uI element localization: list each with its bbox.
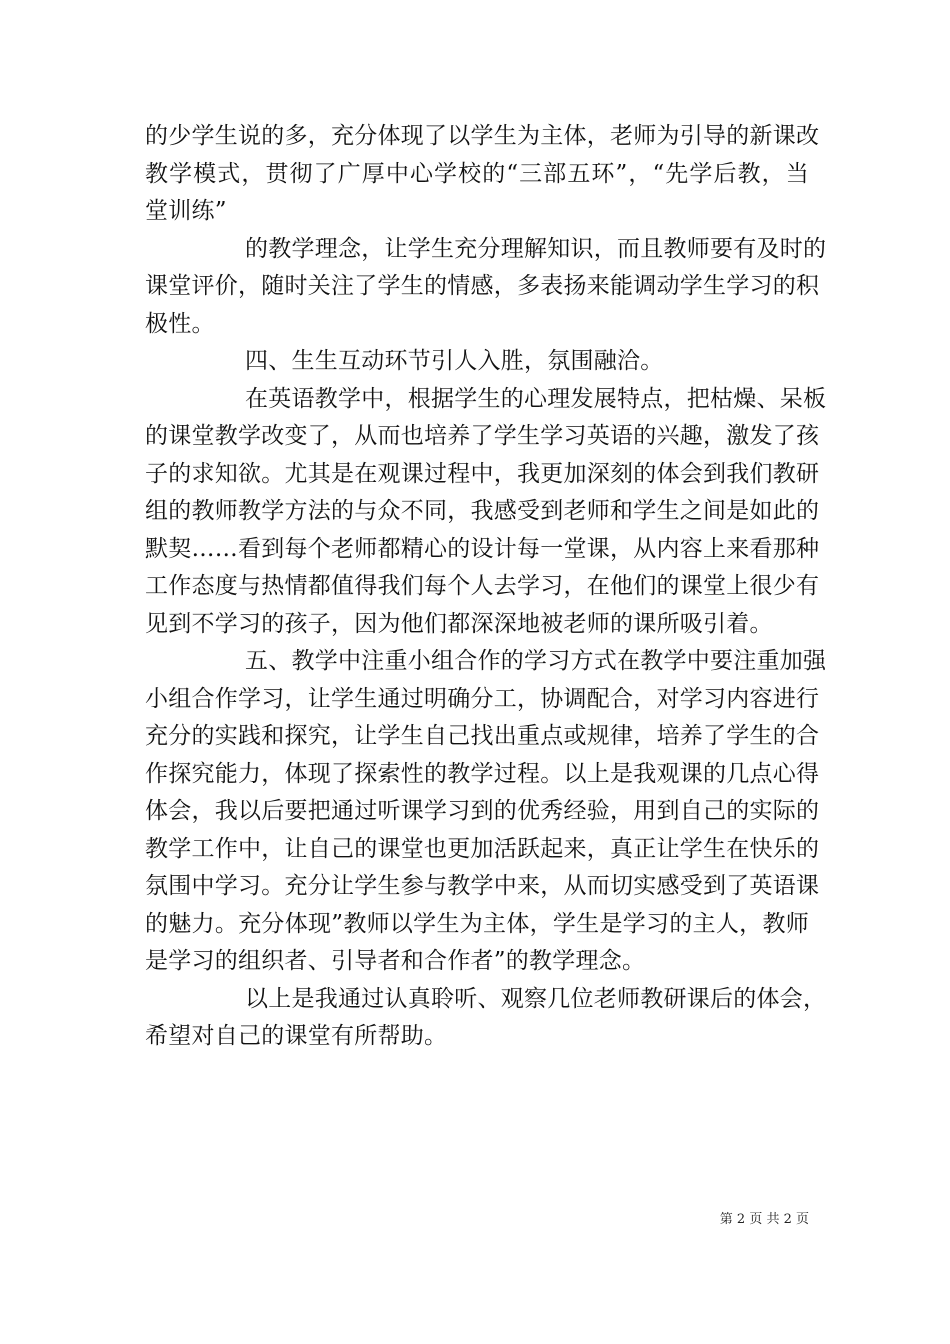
text-line: 的课堂教学改变了，从而也培养了学生学习英语的兴趣，激发了孩 [145, 423, 820, 449]
text-line: 的魅力。充分体现”教师以学生为主体，学生是学习的主人，教师 [145, 910, 809, 937]
text-line: 极性。 [145, 310, 215, 337]
text-line: 是学习的组织者、引导者和合作者”的教学理念。 [145, 948, 646, 974]
section-heading: 五、教学中注重小组合作的学习方式在教学中要注重加强 [245, 648, 827, 674]
text-line: 氛围中学习。充分让学生参与教学中来，从而切实感受到了英语课 [145, 873, 820, 899]
text-line: 小组合作学习，让学生通过明确分工，协调配合，对学习内容进行 [145, 685, 820, 712]
text-line: 教学模式，贯彻了广厚中心学校的“三部五环”，“先学后教，当 [145, 160, 809, 187]
text-line: 的少学生说的多，充分体现了以学生为主体，老师为引导的新课改 [145, 123, 820, 149]
text-line: 见到不学习的孩子，因为他们都深深地被老师的课所吸引着。 [145, 610, 773, 637]
text-line: 子的求知欲。尤其是在观课过程中，我更加深刻的体会到我们教研 [145, 460, 820, 487]
text-line: 以上是我通过认真聆听、观察几位老师教研课后的体会， [245, 985, 827, 1012]
text-line: 组的教师教学方法的与众不同，我感受到老师和学生之间是如此的 [145, 498, 820, 524]
text-line: 在英语教学中，根据学生的心理发展特点，把枯燥、呆板 [245, 385, 827, 412]
text-line: 的教学理念，让学生充分理解知识，而且教师要有及时的 [245, 235, 827, 262]
text-line: 希望对自己的课堂有所帮助。 [145, 1023, 448, 1049]
text-line: 作探究能力，体现了探索性的教学过程。以上是我观课的几点心得 [145, 760, 820, 787]
text-line: 体会，我以后要把通过听课学习到的优秀经验，用到自己的实际的 [145, 798, 820, 824]
text-line: 工作态度与热情都值得我们每个人去学习，在他们的课堂上很少有 [145, 573, 820, 599]
text-line: 默契……看到每个老师都精心的设计每一堂课，从内容上来看那种 [145, 535, 820, 562]
text-line: 堂训练” [145, 198, 227, 224]
text-line: 课堂评价，随时关注了学生的情感，多表扬来能调动学生学习的积 [145, 273, 820, 299]
section-heading: 四、生生互动环节引人入胜，氛围融洽。 [245, 348, 664, 374]
document-body [145, 118, 827, 1056]
text-line: 教学工作中，让自己的课堂也更加活跃起来，真正让学生在快乐的 [145, 835, 820, 862]
text-line: 充分的实践和探究，让学生自己找出重点或规律，培养了学生的合 [145, 723, 820, 749]
page-number: 第 2 页 共 2 页 [719, 1212, 809, 1227]
